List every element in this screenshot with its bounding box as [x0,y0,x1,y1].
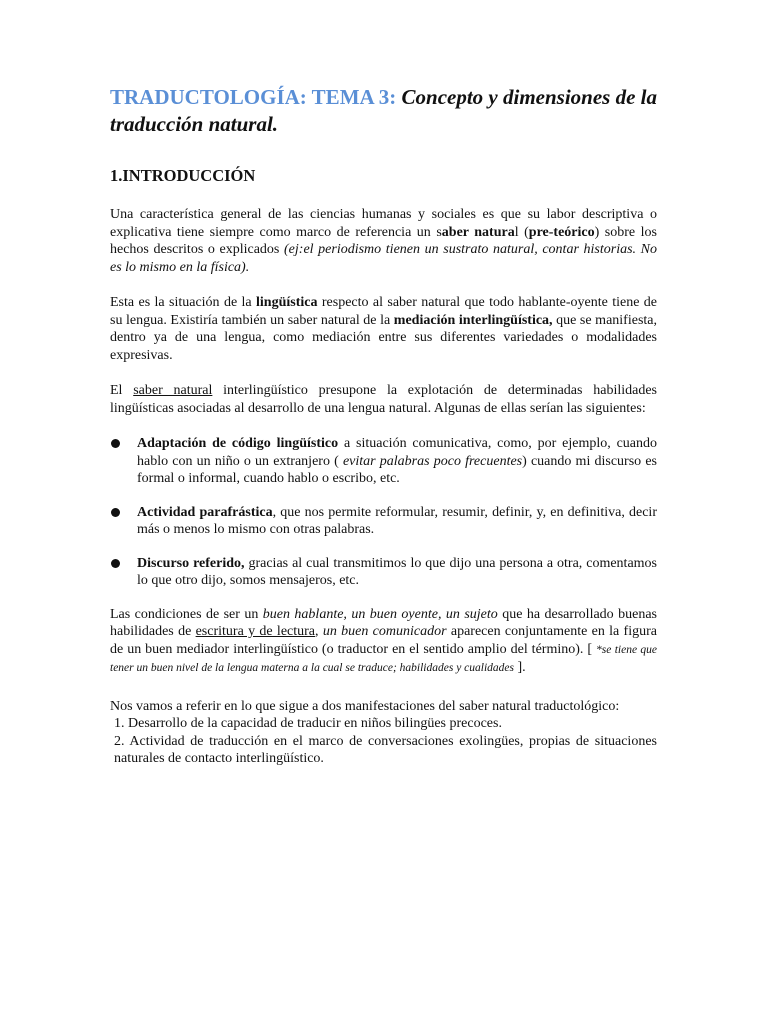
numbered-item: 1. Desarrollo de la capacidad de traducir en niños bilingües precoces. [114,716,502,731]
numbered-list [110,715,657,768]
paragraph-linguistics [110,294,657,364]
underlined-term: escritura y de lectura [195,624,316,639]
paragraph-saber-natural [110,382,657,417]
numbered-item: 2. Actividad de traducción en el marco de conversaciones exolingües, propias de situaciones naturales de contacto interlingüístico. [114,733,657,766]
bullet-item [110,555,657,590]
title-subject: Concepto y dimensiones de la traducción natural. [110,85,658,136]
text-run: interlingüístico presupone la explotación de determinadas habilidades lingüísticas asociadas al desarrollo de una lengua natural. Algunas de ellas serían las siguientes: [110,383,657,416]
text-run: Las condiciones de ser un [110,606,263,622]
text-run: l ( [514,224,529,240]
italic-note: un buen comunicador [322,624,447,639]
text-run: , que nos permite reformular, resumir, definir, y, en definitiva, decir más o menos lo mismo con otras palabras. [137,504,657,537]
italic-note: evitar palabras poco frecuentes [342,453,523,469]
bullet-icon [111,508,120,517]
bold-term: pre-teórico [528,224,595,240]
text-run: que se manifiesta, dentro ya de una lengua, como mediación entre sus diferentes variedades o modalidades expresivas. [110,312,657,363]
text-run: Una característica general de las ciencias humanas y sociales es que su labor descriptiva o explicativa tiene siempre como marco de referencia un s [110,207,657,240]
bold-term: aber natura [441,224,515,240]
section-heading: 1.INTRODUCCIÓN [110,166,256,185]
bullet-icon [111,559,120,568]
text-run: gracias al cual transmitimos lo que dijo una persona a otra, comentamos lo que otro dijo, somos mensajeros, etc. [137,555,657,588]
text-run: a situación comunicativa, como, por ejemplo, cuando hablo con un niño o un extranjero ( [137,436,657,469]
bullet-item [110,435,657,488]
small-note: *se tiene que tener un buen nivel de la lengua materna a la cual se traduce; habilidades y cualidades [110,643,657,674]
bold-term: Actividad parafrástica [137,504,273,520]
title-topic: TRADUCTOLOGÍA: TEMA 3: [110,85,402,109]
paragraph-manifestations: Nos vamos a referir en lo que sigue a dos manifestaciones del saber natural traductológico: [110,698,620,714]
italic-note: (ej:el periodismo tienen un sustrato natural, contar historias. No es lo mismo en la física). [110,242,657,275]
document-title [110,84,657,138]
text-run: respecto al saber natural que todo hablante-oyente tiene de su lengua. Existiría también un saber natural de la [110,295,658,328]
text-run: que ha desarrollado buenas habilidades de [110,606,657,639]
underlined-term: saber natural [133,383,213,398]
paragraph-conditions [110,606,657,678]
paragraph-intro [110,206,657,276]
text-run: El [110,383,134,398]
bold-term: mediación interlingüística, [393,312,553,328]
italic-note: buen hablante, un buen oyente, un sujeto [262,606,498,622]
bold-term: Discurso referido, [137,555,245,571]
text-run: ]. [514,660,526,675]
document-content [110,84,657,768]
text-run: Esta es la situación de la [110,295,257,310]
text-run: ) sobre los hechos descritos o explicados [110,224,657,257]
bold-term: Adaptación de código lingüístico [137,436,339,451]
bold-term: lingüística [256,295,318,310]
bullet-list [110,435,657,590]
text-run: aparecen conjuntamente en la figura de un buen mediador interlingüístico (o traductor en el sentido amplio del término). [ [110,624,657,657]
text-run: ) cuando mi discurso es formal o informal, cuando hablo o escribo, etc. [137,453,657,486]
bullet-item [110,504,657,539]
bullet-icon [111,439,120,448]
text-run: , [315,624,323,639]
